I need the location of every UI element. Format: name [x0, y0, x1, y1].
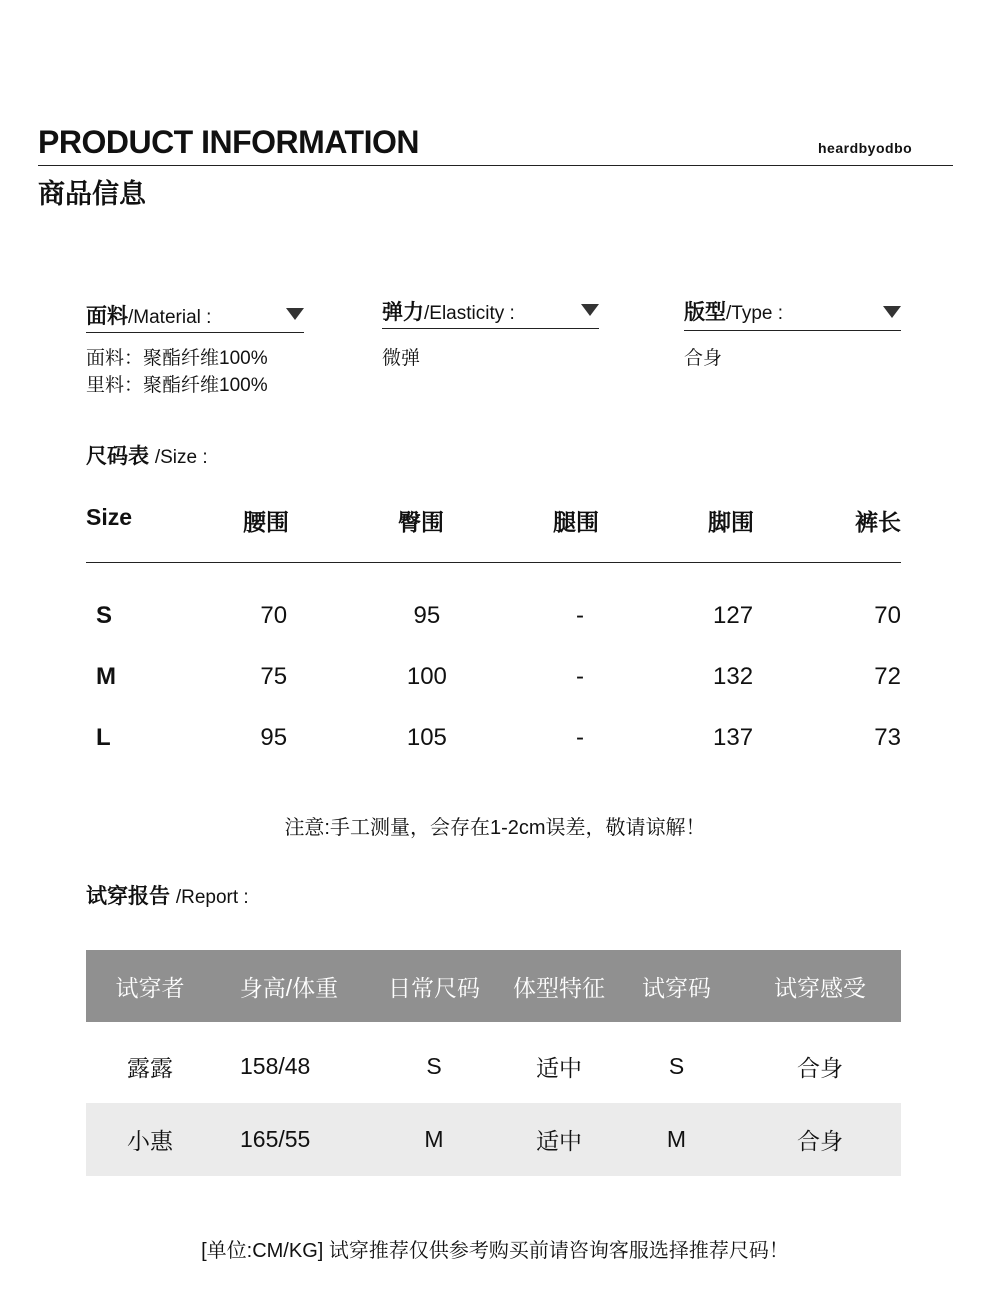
table-cell: L	[96, 723, 111, 751]
table-cell: 70	[260, 601, 288, 629]
attribute-header	[86, 300, 304, 333]
table-cell: 105	[406, 723, 447, 751]
size-table-header	[86, 496, 901, 563]
report-table	[86, 950, 901, 1176]
table-row	[86, 1103, 901, 1176]
attribute-label-cn: 面料	[86, 305, 128, 328]
table-cell: 165/55	[240, 1126, 311, 1152]
table-cell: 适中	[536, 1055, 582, 1081]
report-header-cell: 试穿码	[642, 974, 711, 1001]
size-header-cell: 臀围	[398, 509, 444, 535]
report-header-cell: 试穿者	[115, 974, 185, 1001]
table-cell: -	[575, 601, 584, 629]
size-section-label-cn: 尺码表	[86, 445, 149, 468]
table-cell: 75	[260, 662, 288, 690]
page-title-en: PRODUCT INFORMATION	[38, 124, 419, 160]
table-cell: S	[426, 1053, 442, 1079]
table-cell: 132	[713, 662, 754, 690]
attribute-label-en: /Type :	[726, 303, 784, 324]
table-row	[86, 1030, 901, 1103]
table-cell: M	[96, 662, 116, 690]
title-divider	[38, 165, 953, 166]
table-cell: 适中	[536, 1128, 582, 1154]
table-cell: -	[575, 662, 584, 690]
table-cell: M	[666, 1126, 687, 1152]
attribute-type	[684, 296, 901, 372]
report-section-heading	[86, 880, 249, 910]
brand-logo: heardbyodbo	[818, 140, 913, 156]
table-cell: 158/48	[240, 1053, 311, 1079]
size-header-cell: 腰围	[243, 509, 289, 535]
table-cell: 72	[874, 662, 901, 690]
size-header-cell: 脚围	[708, 509, 754, 535]
table-cell: M	[424, 1126, 444, 1152]
attribute-value: 面料：聚酯纤维100%	[86, 348, 268, 369]
table-row	[86, 646, 901, 707]
attribute-label-cn: 弹力	[382, 301, 424, 324]
attribute-label-en: /Elasticity :	[424, 303, 515, 324]
table-cell: 127	[713, 601, 754, 629]
size-header-cell: Size	[86, 504, 133, 530]
table-row	[86, 707, 901, 768]
table-cell: 73	[874, 723, 901, 751]
report-header-cell: 日常尺码	[388, 974, 480, 1001]
triangle-down-icon	[286, 308, 304, 320]
attribute-material	[86, 300, 304, 399]
attribute-label-cn: 版型	[684, 301, 726, 324]
attribute-values	[684, 345, 901, 372]
table-cell: 95	[413, 601, 441, 629]
attribute-value: 里料：聚酯纤维100%	[86, 375, 268, 396]
attribute-header	[684, 296, 901, 331]
attribute-elasticity	[382, 296, 599, 372]
table-cell: S	[96, 601, 113, 629]
table-cell: S	[668, 1053, 685, 1079]
report-table-header	[86, 950, 901, 1022]
report-header-cell: 试穿感受	[774, 974, 866, 1001]
table-cell: 100	[406, 662, 447, 690]
table-cell: 小惠	[127, 1128, 173, 1154]
attribute-value: 微弹	[382, 348, 421, 369]
report-section-label-cn: 试穿报告	[86, 885, 170, 908]
size-table	[86, 496, 901, 768]
page-title-cn: 商品信息	[38, 179, 146, 209]
attribute-header	[382, 296, 599, 329]
table-cell: -	[575, 723, 584, 751]
attribute-values	[86, 345, 304, 399]
size-table-body	[86, 563, 901, 768]
triangle-down-icon	[883, 306, 901, 318]
table-cell: 70	[874, 601, 901, 629]
table-cell: 合身	[797, 1128, 843, 1154]
size-header-cell: 腿围	[553, 509, 599, 535]
size-section-heading	[86, 440, 208, 470]
size-header-cell: 裤长	[855, 509, 901, 535]
size-section-label-en: /Size :	[154, 447, 208, 468]
table-cell: 合身	[797, 1055, 843, 1081]
attribute-value: 合身	[684, 348, 723, 369]
footer-note: [单位:CM/KG] 试穿推荐仅供参考购买前请咨询客服选择推荐尺码！	[201, 1240, 789, 1262]
report-section-label-en: /Report :	[175, 887, 249, 908]
table-row	[86, 585, 901, 646]
triangle-down-icon	[581, 304, 599, 316]
measurement-note: 注意:手工测量，会存在1-2cm误差，敬请谅解！	[284, 817, 706, 839]
report-header-cell: 身高/体重	[239, 974, 339, 1001]
table-cell: 95	[260, 723, 288, 751]
table-cell: 露露	[127, 1055, 173, 1081]
table-cell: 137	[713, 723, 754, 751]
attribute-label-en: /Material :	[128, 307, 212, 328]
report-header-cell: 体型特征	[513, 974, 605, 1001]
attribute-values	[382, 345, 599, 372]
